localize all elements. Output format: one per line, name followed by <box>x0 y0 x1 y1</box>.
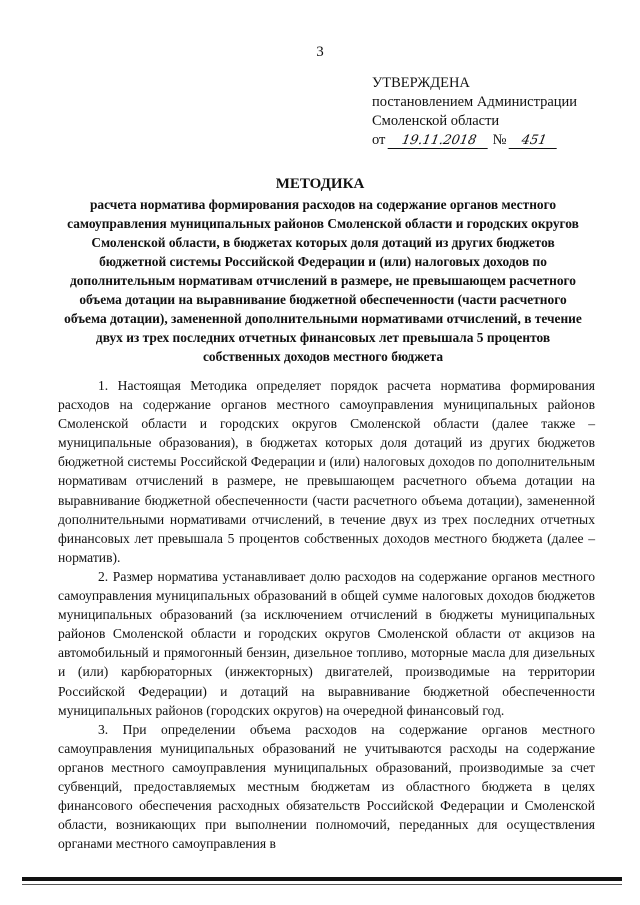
handwritten-date: 19.11.2018 <box>388 133 491 149</box>
paragraph-1: 1. Настоящая Методика определяет порядок расчета норматива формирования расходов на содержание органов местного самоуправления муниципальных районов Смоленской области и городских округов Смоленской области (далее также – муниципальные образования), в бюджетах которых доля дотаций из других бюджетов бюджетной системы Российской Федерации и (или) налоговых доходов по дополнительным нормативам отчислений в размере, не превышающем расчетного объема дотации на выравнивание бюджетной обеспеченности (части расчетного объема дотации), замененной дополнительными нормативами отчислений, в течение двух из трех последних отчетных финансовых лет превышала 5 процентов собственных доходов местного бюджета (далее – норматив). <box>58 378 595 565</box>
paragraph-2: 2. Размер норматива устанавливает долю расходов на содержание органов местного самоуправления муниципальных образований в общей сумме налоговых доходов бюджетов муниципальных образований (за исключением отчислений в бюджеты муниципальных районов Смоленской области и городских округов Смоленской области от акцизов на автомобильный и прямогонный бензин, дизельное топливо, моторные масла для дизельных и (или) карбюраторных (инжекторных) двигателей, производимые на территории Российской Федерации) и дотаций на выравнивание бюджетной обеспеченности муниципальных районов (городских округов) на очередной финансовый год. <box>58 568 595 718</box>
approval-line-1: постановлением Администрации <box>372 94 578 110</box>
scan-border-line-thin <box>22 884 622 885</box>
page-number: 3 <box>316 44 324 60</box>
document-subtitle: расчета норматива формирования расходов на содержание органов местного самоуправления муниципальных районов Смоленской области и городских округов Смоленской области, в бюджетах которых доля дотаций из других бюджетов бюджетной системы Российской Федерации и (или) налоговых доходов по дополнительным нормативам отчислений в размере, не превышающем расчетного объема дотации на выравнивание бюджетной обеспеченности (части расчетного объема дотации), замененной дополнительными нормативами отчислений, в течение двух из трех последних отчетных финансовых лет превышала 5 процентов собственных доходов местного бюджета <box>64 197 582 364</box>
scan-border-line <box>22 877 622 881</box>
approval-title: УТВЕРЖДЕНА <box>372 75 470 91</box>
approval-line-2: Смоленской области <box>372 113 500 129</box>
from-label: от <box>372 132 386 148</box>
approval-stamp <box>372 74 612 150</box>
handwritten-number: 451 <box>509 133 560 149</box>
document-title: МЕТОДИКА <box>275 176 365 192</box>
number-label: № <box>492 132 507 148</box>
paragraph-3: 3. При определении объема расходов на содержание органов местного самоуправления муниципальных образований не учитываются расходы на содержание органов местного самоуправления муниципальных образований, производимые за счет субвенций, предоставляемых местным бюджетам из областного бюджета в целях финансового обеспечения расходных обязательств Российской Федерации и Смоленской области, возникающих при выполнении полномочий, переданных для осуществления органами местного самоуправления в <box>58 721 595 852</box>
approval-signature-row <box>372 131 612 150</box>
document-body <box>58 376 595 853</box>
